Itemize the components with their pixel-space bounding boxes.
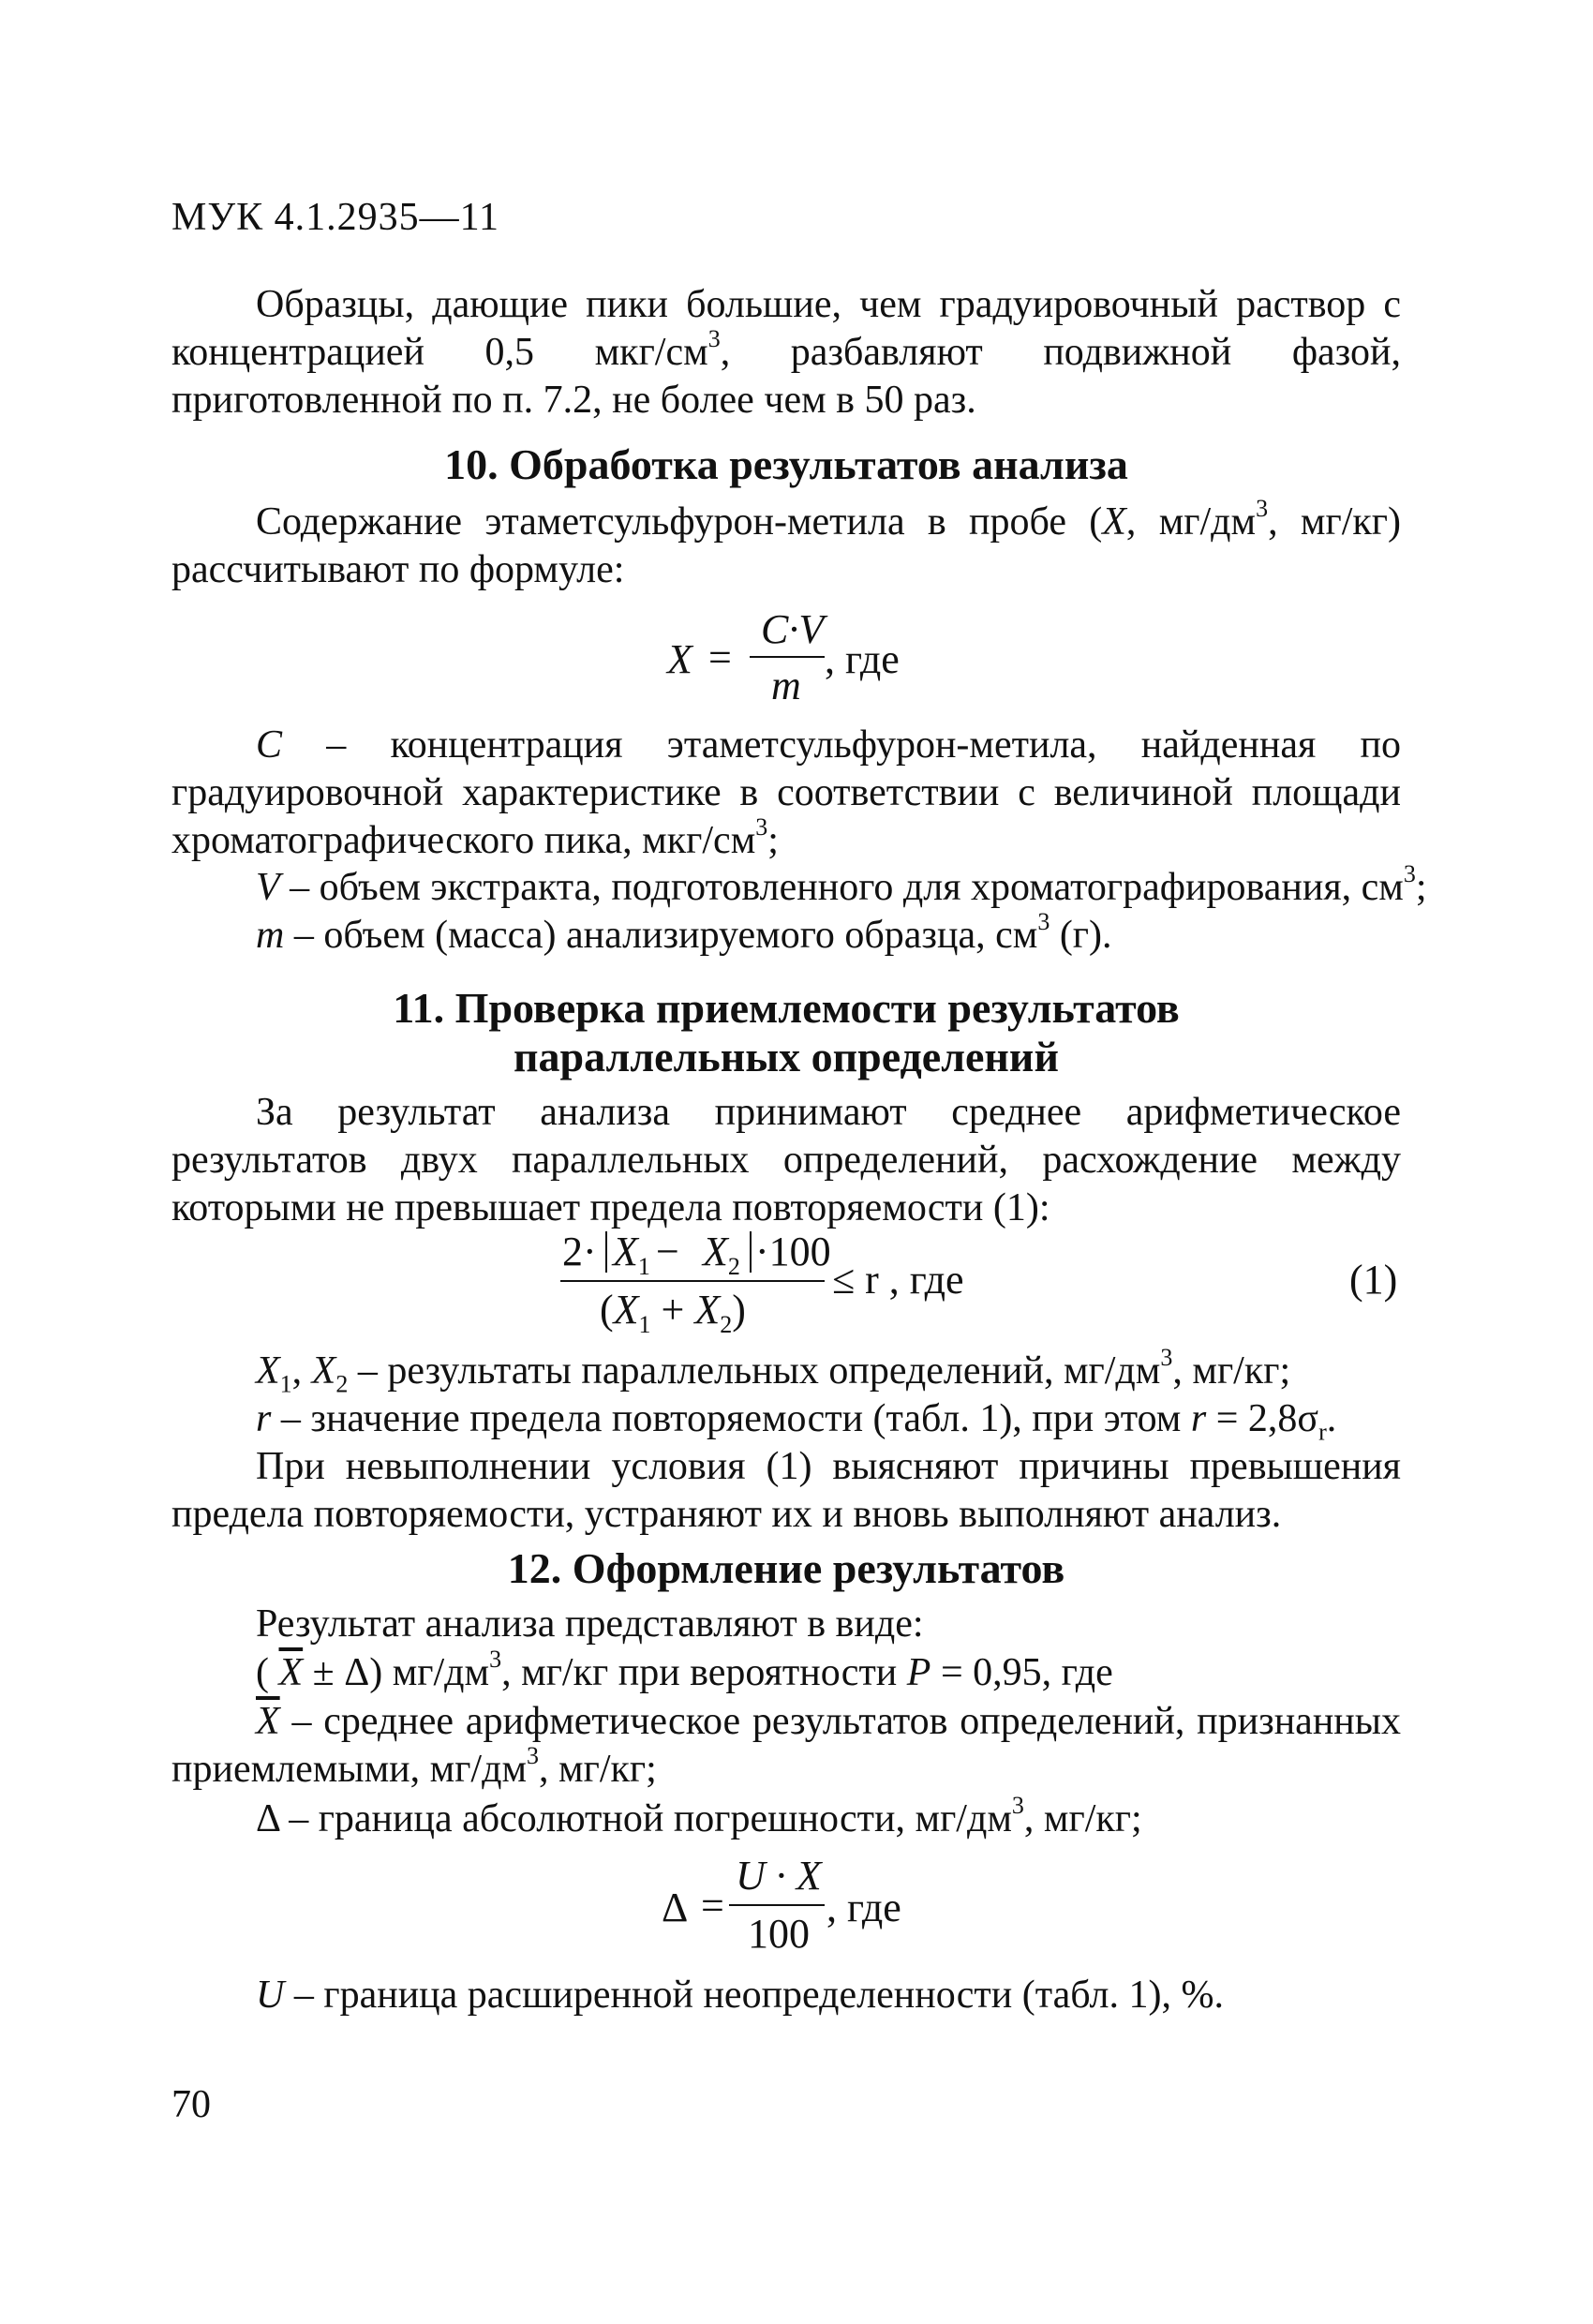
text: , мг/кг) рассчитывают по формуле: [171,500,1402,591]
var-x2: X [311,1349,336,1393]
definition-r [256,1395,1337,1446]
var-u: U [256,1974,285,2017]
subscript-2: 2 [720,1310,733,1338]
superscript: 3 [707,325,721,352]
var-x-bar: $\overline{X}$ [256,1700,280,1743]
plus: + [650,1287,695,1333]
superscript: 3 [1037,908,1050,935]
abs-bar-left [605,1231,607,1273]
definition-x [256,1344,1291,1398]
text: . [1326,1397,1337,1440]
var-x1: X [613,1229,638,1274]
formula-x2 [703,1228,740,1280]
definition-delta [256,1792,1142,1843]
subscript-2: 2 [335,1370,349,1398]
formula-num-suffix: ·100 [755,1229,831,1274]
intro-paragraph [171,281,1401,425]
var-x1: X [613,1287,639,1333]
var-x: X [1102,500,1126,544]
text: , мг/кг; [1023,1797,1142,1840]
text: – значение предела повторяемости (табл. 1), при этом [271,1397,1191,1440]
subscript-r: r [1318,1418,1327,1446]
var-m: m [256,914,285,957]
text: , мг/кг; [539,1748,657,1791]
text: – граница расширенной неопределенности (табл. 1), %. [284,1974,1224,2017]
abs-bar-right [750,1231,752,1273]
definition-v [256,860,1427,912]
definition-c [171,722,1401,865]
subscript-1: 1 [279,1370,292,1398]
section-11-paragraph-2: При невыполнении условия (1) выясняют причины превышения предела повторяемости, устраняют их и вновь выполняют анализ. [171,1445,1401,1536]
var-x1: X [256,1349,280,1393]
text: – результаты параллельных определений, мг/дм [348,1349,1161,1393]
var-p: P [906,1651,931,1694]
var-x2: X [703,1229,728,1274]
intro-text-1: Образцы, дающие пики большие, чем градуировочный раствор с концентрацией 0,5 мкг/см [171,283,1401,374]
formula-numerator: C·V [761,606,825,652]
section-10-paragraph [171,495,1402,594]
formula-minus: − [656,1229,679,1274]
formula-suffix: , где [826,1885,901,1930]
section-11-paragraph: За результат анализа принимают среднее арифметическое результатов двух параллельных определений, расхождение между которыми не превышает предела повторяемости (1): [171,1091,1401,1229]
formula-denominator: m [771,663,801,708]
text: – среднее арифметическое результатов определений, признанных приемлемыми, мг/дм [171,1700,1401,1791]
superscript: 3 [527,1742,540,1769]
formula-rhs: ≤ r , где [832,1257,964,1303]
var-c: С [256,723,283,767]
formula-eq: = [708,634,732,680]
fraction-bar [560,1280,825,1282]
formula-number: (1) [1349,1257,1398,1303]
superscript: 3 [1256,495,1269,522]
fraction-bar [729,1904,825,1906]
var-r: r [256,1397,272,1440]
text: – объем (масса) анализируемого образца, см [284,914,1038,957]
definition-m [256,908,1112,960]
page-number: 70 [171,2083,211,2126]
definition-x-bar [171,1698,1401,1794]
var-v: V [256,866,280,909]
formula-num-prefix: 2· [562,1229,597,1274]
var-x2: X [694,1287,721,1333]
text: , мг/дм [1125,500,1257,544]
superscript: 3 [489,1646,502,1673]
superscript: 3 [1160,1344,1173,1371]
superscript: 3 [1011,1792,1024,1819]
section-11-title-line1: 11. Проверка приемлемости результатов [393,984,1180,1032]
intro-text-2: , разбавляют подвижной фазой, приготовленной по п. 7.2, не более чем в 50 раз. [171,331,1401,422]
paren-open: ( [600,1287,614,1333]
text: , мг/кг при вероятности [501,1651,907,1694]
text: ± Δ) мг/дм [303,1651,490,1694]
section-12-paragraph-1: Результат анализа представляют в виде: [256,1602,924,1646]
formula-x1 [613,1228,650,1280]
formula-lhs: X [667,636,692,682]
paren-close: ) [732,1287,746,1333]
text: ( [256,1651,279,1694]
text: – объем экстракта, подготовленного для хроматографирования, см [279,866,1404,909]
formula-denominator: 100 [748,1911,810,1957]
section-10-title: 10. Обработка результатов анализа [444,440,1128,488]
text: = 2,8σ [1206,1397,1319,1440]
subscript-1: 1 [637,1252,650,1280]
text: (г). [1050,914,1112,957]
section-11-title-line2: параллельных определений [514,1033,1059,1080]
text: Содержание этаметсульфурон-метила в пробе ( [256,500,1103,544]
subscript-2: 2 [727,1252,740,1280]
text: ; [1415,866,1427,909]
subscript-1: 1 [638,1310,651,1338]
formula-suffix: , где [825,636,900,682]
section-12-paragraph-2 [256,1646,1113,1697]
superscript: 3 [755,813,768,841]
fraction-bar [750,656,825,658]
var-x-bar: $\overline{X}$ [278,1651,304,1694]
text: , [291,1349,312,1393]
superscript: 3 [1403,860,1416,887]
var-r: r [1190,1397,1207,1440]
formula-lhs: Δ [662,1885,689,1930]
definition-u [256,1972,1224,2019]
formula-eq: = [701,1883,724,1929]
text: Δ – граница абсолютной погрешности, мг/дм [256,1797,1012,1840]
text: – концентрация этаметсульфурон-метила, найденная по градуировочной характеристике в соответствии с величиной площади хроматографического пика, мкг/см [171,723,1401,862]
text: ; [767,819,779,862]
text: , мг/кг; [1172,1349,1291,1393]
section-12-title: 12. Оформление результатов [507,1544,1065,1592]
document-header: МУК 4.1.2935—11 [171,196,500,239]
formula-denominator [600,1286,746,1338]
formula-numerator: U · X [736,1853,822,1899]
text: = 0,95, где [930,1651,1113,1694]
